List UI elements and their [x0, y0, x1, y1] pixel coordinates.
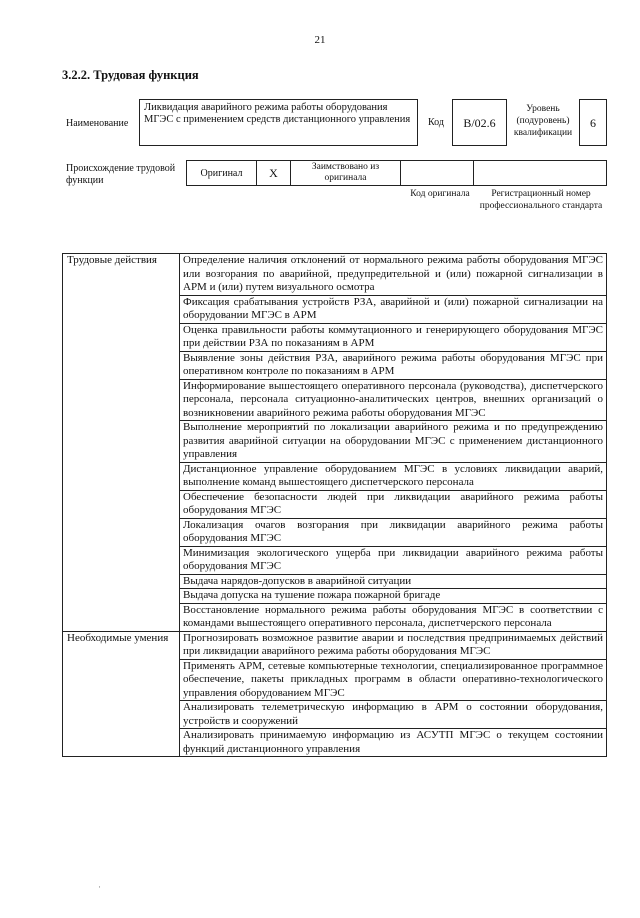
function-name: Ликвидация аварийного режима работы оборудования МГЭС с применением средств дистанционного управления — [139, 99, 418, 146]
item-cell: Дистанционное управление оборудованием МГЭС в условиях ликвидации аварий, выполнение команд вышестоящего диспетчерского персонала — [180, 462, 607, 490]
item-cell: Анализировать телеметрическую информацию в АРМ о состоянии оборудования, устройств и сооружений — [180, 701, 607, 729]
qualification-level-label: Уровень (подуровень) квалификации — [513, 104, 573, 138]
section-title: 3.2.2. Трудовая функция — [62, 68, 199, 82]
category-cell: Необходимые умения — [63, 631, 180, 757]
item-cell: Определение наличия отклонений от нормального режима работы оборудования МГЭС или возгорания по аварийной, предупредительной и (или) пожарной сигнализации в АРМ и (или) путем визуального осмотра — [180, 254, 607, 296]
page-mark: · — [98, 882, 101, 892]
item-cell: Минимизация экологического ущерба при ликвидации аварийного режима работы оборудования МГЭС — [180, 546, 607, 574]
item-cell: Прогнозировать возможное развитие аварии и последствия предпринимаемых действий при ликвидации аварийного режима работы оборудования МГЭС — [180, 631, 607, 659]
code-label: Код — [428, 117, 444, 128]
function-details-table — [62, 253, 607, 757]
origin-row — [186, 160, 607, 186]
table-row — [63, 631, 607, 659]
name-label: Наименование — [66, 118, 129, 129]
borrowed-label: Заимствовано из оригинала — [291, 161, 401, 185]
item-cell: Восстановление нормального режима работы оборудования МГЭС в соответствии с командами вышестоящего оперативного персонала, диспетчерского персонала — [180, 603, 607, 631]
category-cell: Трудовые действия — [63, 254, 180, 632]
item-cell: Информирование вышестоящего оперативного персонала (руководства), диспетчерского персонала, персонала ситуационно-аналитических центров, внешних организаций о возникновении аварийного режима работы оборудования МГЭС — [180, 379, 607, 421]
item-cell: Фиксация срабатывания устройств РЗА, аварийной и (или) пожарной сигнализации на оборудовании МГЭС в АРМ — [180, 295, 607, 323]
origin-label-text: Происхождение трудовой функции — [66, 163, 176, 186]
item-cell: Анализировать принимаемую информацию из АСУТП МГЭС о текущем состоянии функций дистанционного управления — [180, 729, 607, 757]
item-cell: Локализация очагов возгорания при ликвидации аварийного режима работы оборудования МГЭС — [180, 518, 607, 546]
page-number: 21 — [314, 34, 326, 46]
original-code-cell — [401, 161, 474, 185]
table-row — [63, 254, 607, 296]
original-label: Оригинал — [187, 161, 257, 185]
reg-number-label: Регистрационный номер профессионального стандарта — [479, 189, 603, 211]
item-cell: Выдача допуска на тушение пожара пожарной бригаде — [180, 589, 607, 604]
item-cell: Выявление зоны действия РЗА, аварийного режима работы оборудования МГЭС при оперативном контроле по показаниям в АРМ — [180, 351, 607, 379]
function-code: B/02.6 — [452, 99, 507, 146]
reg-number-cell — [474, 161, 606, 185]
item-cell: Выполнение мероприятий по локализации аварийного режима и по предупреждению развития аварийной ситуации на оборудовании МГЭС с применением дистанционного управления — [180, 421, 607, 463]
origin-label — [66, 163, 176, 187]
qualification-level: 6 — [579, 99, 607, 146]
item-cell: Обеспечение безопасности людей при ликвидации аварийного режима работы оборудования МГЭС — [180, 490, 607, 518]
item-cell: Выдача нарядов-допусков в аварийной ситуации — [180, 574, 607, 589]
item-cell: Оценка правильности работы коммутационного и генерирующего оборудования МГЭС при действии РЗА по показаниям в АРМ — [180, 323, 607, 351]
original-mark: X — [257, 161, 291, 185]
original-code-label: Код оригинала — [410, 189, 470, 199]
item-cell: Применять АРМ, сетевые компьютерные технологии, специализированное программное обеспечение, пакеты прикладных программ в области оперативно-технологического управления оборудованием МГЭС — [180, 659, 607, 701]
